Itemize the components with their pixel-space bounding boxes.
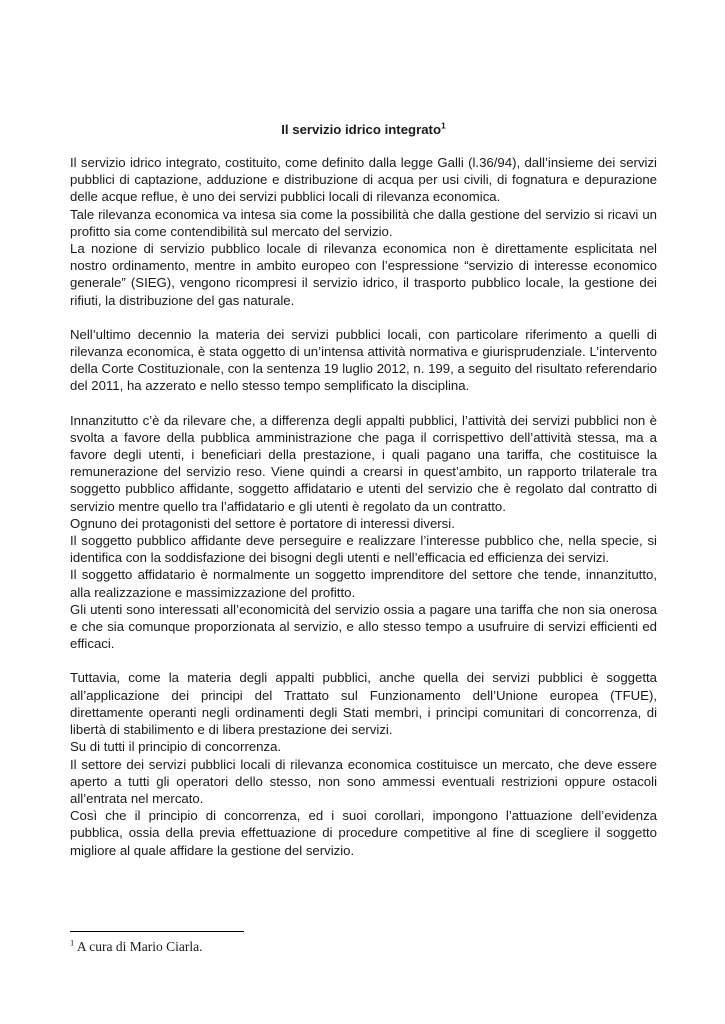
section-4 bbox=[70, 669, 657, 858]
paragraph: Così che il principio di concorrenza, ed i suoi corollari, impongono l’attuazione dell’evidenza pubblica, ossia della previa effettuazione di procedure competitive al fine di scegliere il soggetto migliore al quale affidare la gestione del servizio. bbox=[70, 808, 657, 858]
title-text: Il servizio idrico integrato bbox=[281, 122, 442, 137]
paragraph: Ognuno dei protagonisti del settore è portatore di interessi diversi. bbox=[70, 515, 455, 531]
paragraph: Il soggetto affidatario è normalmente un soggetto imprenditore del settore che tende, innanzitutto, alla realizzazione e massimizzazione del profitto. bbox=[70, 567, 657, 600]
paragraph: Su di tutti il principio di concorrenza. bbox=[70, 739, 282, 755]
footnote-text: A cura di Mario Ciarla. bbox=[74, 939, 203, 954]
paragraph: Il settore dei servizi pubblici locali di rilevanza economica costituisce un mercato, che deve essere aperto a tutti gli operatori dello stesso, non sono ammessi eventuali restrizioni oppure ostacoli all’entrata nel mercato. bbox=[70, 756, 657, 806]
paragraph: Innanzitutto c’è da rilevare che, a differenza degli appalti pubblici, l’attività dei servizi pubblici non è svolta a favore della pubblica amministrazione che paga il corrispettivo dell’attività stessa, ma a favore degli utenti, i beneficiari della prestazione, i quali pagano una tariffa, che costituisce la remunerazione del servizio reso. Viene quindi a crearsi in quest’ambito, un rapporto trilaterale tra soggetto pubblico affidante, soggetto affidatario e utenti del servizio che è regolato dal contratto di servizio mentre quello tra l’affidatario e gli utenti è regolato da un contratto. bbox=[70, 412, 657, 514]
section-3 bbox=[70, 412, 657, 653]
title-footnote-mark: 1 bbox=[441, 120, 446, 131]
paragraph: Nell’ultimo decennio la materia dei servizi pubblici locali, con particolare riferimento a quelli di rilevanza economica, è stata oggetto di un’intensa attività normativa e giurisprudenziale. L’intervento della Corte Costituzionale, con la sentenza 19 luglio 2012, n. 199, a seguito del risultato referendario del 2011, ha azzerato e nello stesso tempo semplificato la disciplina. bbox=[70, 326, 657, 394]
paragraph: Il soggetto pubblico affidante deve perseguire e realizzare l’interesse pubblico che, nella specie, si identifica con la soddisfazione dei bisogni degli utenti e nell’efficacia ed efficienza dei servizi. bbox=[70, 533, 657, 566]
paragraph: Il servizio idrico integrato, costituito, come definito dalla legge Galli (l.36/94), dall’insieme dei servizi pubblici di captazione, adduzione e distribuzione di acqua per usi civili, di fognatura e depurazione delle acque reflue, è uno dei servizi pubblici locali di rilevanza economica. bbox=[70, 155, 657, 205]
footnote-mark: 1 bbox=[70, 937, 75, 948]
document-body bbox=[70, 121, 657, 859]
section-2 bbox=[70, 326, 657, 395]
section-1 bbox=[70, 154, 657, 309]
paragraph: La nozione di servizio pubblico locale di rilevanza economica non è direttamente esplicitata nel nostro ordinamento, mentre in ambito europeo con l’espressione “servizio di interesse economico generale” (SIEG), vengono ricompresi il servizio idrico, il trasporto pubblico locale, la gestione dei rifiuti, la distribuzione del gas naturale. bbox=[70, 241, 657, 308]
paragraph: Tale rilevanza economica va intesa sia come la possibilità che dalla gestione del servizio si ricavi un profitto sia come contendibilità sul mercato del servizio. bbox=[70, 206, 657, 239]
footnote-divider bbox=[70, 931, 244, 932]
footnote bbox=[70, 938, 470, 955]
paragraph: Gli utenti sono interessati all’economicità del servizio ossia a pagare una tariffa che non sia onerosa e che sia comunque proporzionata al servizio, e allo stesso tempo a usufruire di servizi efficienti ed efficaci. bbox=[70, 601, 657, 652]
paragraph: Tuttavia, come la materia degli appalti pubblici, anche quella dei servizi pubblici è soggetta all’applicazione dei principi del Trattato sul Funzionamento dell’Unione europea (TFUE), direttamente operanti negli ordinamenti degli Stati membri, i principi comunitari di concorrenza, di libertà di stabilimento e di libera prestazione dei servizi. bbox=[70, 670, 657, 738]
page-title bbox=[70, 121, 657, 138]
